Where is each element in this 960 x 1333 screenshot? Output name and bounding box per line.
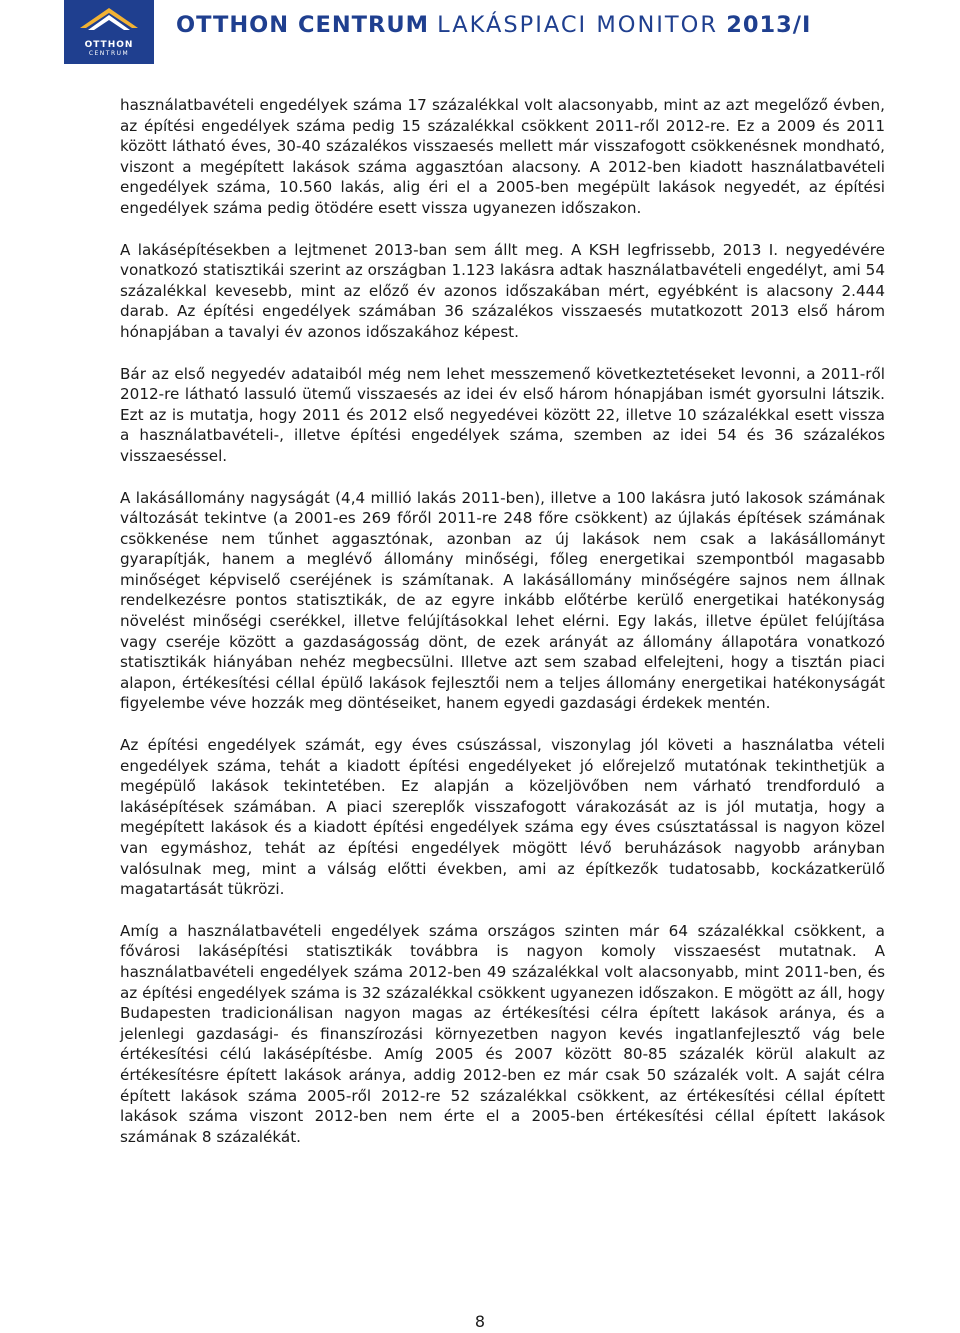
roof-icon — [76, 6, 142, 36]
header-brand: OTTHON CENTRUM — [176, 12, 430, 38]
paragraph: A lakásépítésekben a lejtmenet 2013-ban sem állt meg. A KSH legfrissebb, 2013 I. negyedévére vonatkozó statisztikái szerint az országban 1.123 lakásra adtak használatbavételi engedélyt, ami 54 százalékkal kevesebb, mint az előző év azonos időszakában mért, egyébként is alacsony 2.444 darab. Az építési engedélyek számában 36 százalékos visszaesés mutatkozott 2013 első három hónapjában a tavalyi év azonos időszakához képest. — [120, 240, 885, 341]
paragraph: Az építési engedélyek számát, egy éves csúszással, viszonylag jól követi a használatba vételi engedélyek száma, tehát a kiadott építési engedélyeket jó előrejelző mutatónak tekinthetjük a megépülő lakások tekintetében. Ez alapján a közeljövőben nem várható trendforduló a lakásépítések számában. A piaci szereplők visszafogott várakozását az is jól mutatja, hogy a megépített lakások és a kiadott építési engedélyek száma egy éves csúsztatással is nagyon közel van egymáshoz, tehát az építési engedélyek mögött lévő beruházások nagyobb arányban valósulnak meg, mint a válság előtti években, ami az építkezők tudatosabb, kockázatkerülő magatartását tükrözi. — [120, 736, 885, 899]
logo-subtitle: CENTRUM — [88, 50, 130, 57]
header-subtitle: LAKÁSPIACI MONITOR — [437, 12, 719, 38]
paragraph: Bár az első negyedév adataiból még nem lehet messzemenő következtetéseket levonni, a 2011-ről 2012-re látható lassuló ütemű visszaesés az idei év első három hónapjában ismét gyorsulni látszik. Ezt az is mutatja, hogy 2011 és 2012 első negyedévei között 22, illetve 10 százalékkal esett vissza a használatbavételi-, illetve építési engedélyek száma, szemben az idei 54 és 36 százalékos visszaeséssel. — [120, 364, 885, 465]
otthon-centrum-logo — [64, 0, 154, 64]
paragraph: használatbavételi engedélyek száma 17 százalékkal volt alacsonyabb, mint az azt megelőző évben, az építési engedélyek száma pedig 15 százalékkal csökkent 2011-ről 2012-re. Ez a 2009 és 2011 között látható éves, 30-40 százalékos visszaesés mellett már visszafogott csökkenésnek mondható, viszont a megépített lakások száma aggasztóan alacsony. A 2012-ben kiadott használatbavételi engedélyek száma, 10.560 lakás, alig éri el a 2005-ben megépült lakások negyedét, az építési engedélyek száma pedig ötödére esett vissza ugyanezen időszakon. — [120, 96, 885, 217]
article-body — [120, 95, 885, 1147]
paragraph: Amíg a használatbavételi engedélyek száma országos szinten már 64 százalékkal csökkent, a fővárosi lakásépítési statisztikák továbbra is nagyon komoly visszaesést mutatnak. A használatbavételi engedélyek száma 2012-ben 49 százalékkal volt alacsonyabb, mint 2011-ben, és az építési engedélyek száma is 32 százalékkal csökkent ugyanezen időszakon. E mögött az áll, hogy Budapesten tradicionálisan nagyon magas az értékesítési célra épített lakások aránya, és a jelenlegi gazdasági- és finanszírozási környezetben nagyon kevés ingatlanfejlesztő vág bele értékesítési célú lakásépítésbe. Amíg 2005 és 2007 között 80-85 százalék körül alakult az értékesítésre épített lakások aránya, addig 2012-ben ez már csak 50 százalék volt. A saját célra épített lakások száma 2005-ről 2012-re 52 százalékkal csökkent, az értékesítési céllal épített lakások száma viszont 2012-ben nem érte el a 2005-ben értékesítési céllal épített lakások számának 8 százalékát. — [120, 921, 885, 1146]
paragraph: A lakásállomány nagyságát (4,4 millió lakás 2011-ben), illetve a 100 lakásra jutó lakosok számának változását tekintve (a 2001-es 269 főről 2011-re 248 főre csökkent) az újlakás építések számának csökkenése nem tűnhet aggasztónak, azonban az új lakások nem csak a lakásállományt gyarapítják, hanem a meglévő állomány minőségi, főleg energetikai szempontból magasabb minőséget képviselő cseréjének is számítanak. A lakásállomány minőségére sajnos nem állnak rendelkezésre pontos statisztikák, de az egyre inkább előtérbe kerülő energetikai hatékonyság növelést minőségi cserékkel, illetve felújításokkal lehet elérni. Egy lakás, illetve épület felújítása vagy cseréje között a gazdaságosság dönt, de ezek arányát az állomány állapotára vonatkozó statisztikák hiányában nehéz megbecsülni. Illetve azt sem szabad elfelejteni, hogy a tisztán piaci alapon, értékesítési céllal épülő lakások fejlesztői nem a teljes állomány energetikai hatékonyságát figyelembe véve hozzák meg döntéseiket, hanem egyedi gazdasági érdekek mentén. — [120, 488, 885, 713]
header-title — [176, 8, 811, 42]
logo-name: OTTHON — [84, 40, 134, 50]
page-header — [0, 0, 960, 64]
page-number: 8 — [474, 1312, 486, 1331]
header-issue: 2013/I — [726, 12, 812, 38]
